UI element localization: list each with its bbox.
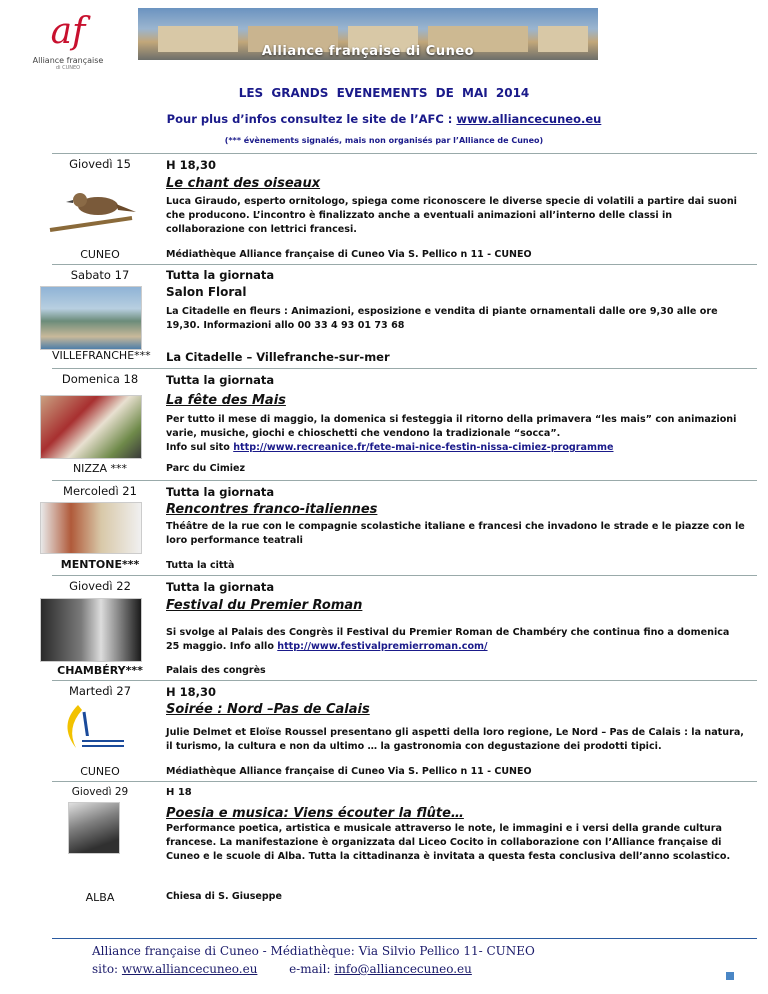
logo-sub: di CUNEO: [55, 65, 81, 71]
page-title: LES GRANDS EVENEMENTS DE MAI 2014: [238, 86, 530, 100]
event-location: Tutta la città: [166, 560, 235, 571]
af-logo: [18, 11, 118, 84]
site-link[interactable]: www.alliancecuneo.eu: [456, 112, 602, 126]
bird-image: [40, 182, 140, 238]
chambery-image: [40, 598, 142, 662]
divider: [52, 680, 757, 681]
event-city: CHAMBÉRY***: [57, 664, 143, 677]
festival-image: [40, 395, 142, 459]
event-day: Martedì 27: [68, 684, 132, 698]
corner-square: [726, 972, 734, 980]
info-line: [0, 112, 768, 126]
event-city: ALBA: [85, 891, 115, 904]
event-time: Tutta la giornata: [166, 580, 275, 594]
divider: [52, 368, 757, 369]
event-city: NIZZA ***: [72, 462, 128, 475]
footer-divider: [52, 938, 757, 939]
footer-mail-link[interactable]: info@alliancecuneo.eu: [334, 962, 472, 976]
event-title: Le chant des oiseaux: [166, 176, 321, 191]
info-prefix: Pour plus d’infos consultez le site de l’AFC :: [166, 112, 457, 126]
event-time: H 18: [166, 787, 192, 798]
divider: [52, 264, 757, 265]
event-title: La fête des Mais: [166, 393, 286, 408]
event-description: Per tutto il mese di maggio, la domenica si festeggia il ritorno della primavera “les mais” con animazioni varie, musiche, giochi e chioschetti che vendono la tradizionale “socca”.: [166, 414, 737, 439]
event-city: VILLEFRANCHE***: [52, 349, 151, 362]
event-location: Médiathèque Alliance française di Cuneo Via S. Pellico n 11 - CUNEO: [166, 249, 532, 260]
logo-mark: af: [50, 11, 86, 52]
event-description: Théâtre de la rue con le compagnie scolastiche italiane e francesi che invadono le strade e le piazze con le loro performance teatrali: [166, 521, 745, 546]
event-day: Giovedì 15: [69, 157, 131, 171]
event-title: Festival du Premier Roman: [166, 598, 363, 613]
event-location: Médiathèque Alliance française di Cuneo Via S. Pellico n 11 - CUNEO: [166, 766, 532, 777]
event-location: Parc du Cimiez: [166, 463, 245, 474]
event-description: Luca Giraudo, esperto ornitologo, spiega come riconoscere le diverse specie di volatili a partire dai suoni che producono. L’incontro è finalizzato anche a eventuali animazioni all’interno delle classi in collaborazione con lettrici francesi.: [166, 196, 737, 235]
event-day: Giovedì 29: [71, 786, 129, 798]
event-title: Salon Floral: [166, 285, 247, 299]
banner-caption: Alliance française di Cuneo: [261, 44, 475, 59]
event-description-text: Si svolge al Palais des Congrès il Festival du Premier Roman de Chambéry che continua fino a domenica 25 maggio. Info allo: [166, 627, 730, 652]
event-description: [166, 626, 746, 654]
event-info-line: [166, 441, 746, 455]
event-day: Domenica 18: [61, 372, 139, 386]
event-title: Poesia e musica: Viens écouter la flûte…: [166, 806, 464, 821]
flute-player-image: [68, 802, 120, 854]
event-day: Sabato 17: [70, 268, 130, 282]
event-location: La Citadelle – Villefranche-sur-mer: [166, 350, 390, 364]
event-time: H 18,30: [166, 685, 217, 699]
event-location: Palais des congrès: [166, 665, 266, 676]
event-link[interactable]: http://www.recreanice.fr/fete-mai-nice-festin-nissa-cimiez-programme: [233, 442, 614, 453]
mail-label: e-mail:: [289, 962, 335, 976]
note: (*** évènements signalés, mais non organisés par l’Alliance de Cuneo): [224, 136, 544, 145]
divider: [52, 153, 757, 154]
event-day: Giovedì 22: [69, 579, 131, 593]
event-location: Chiesa di S. Giuseppe: [166, 891, 282, 902]
event-link[interactable]: http://www.festivalpremierroman.com/: [277, 641, 488, 652]
event-time: Tutta la giornata: [166, 268, 275, 282]
event-description: Julie Delmet et Eloïse Roussel presentano gli aspetti della loro regione, Le Nord – Pas de Calais : la natura, il turismo, la cultura e non da ultimo … la gastronomia con degustazione dei prodotti tipici.: [166, 727, 744, 752]
site-label: sito:: [92, 962, 122, 976]
region-nord-logo: [48, 700, 132, 756]
divider: [52, 781, 757, 782]
event-time: Tutta la giornata: [166, 373, 275, 387]
event-title: Rencontres franco-italiennes: [166, 502, 378, 517]
info-label: Info sul sito: [166, 442, 234, 453]
header-banner-image: [138, 8, 598, 60]
event-title: Soirée : Nord –Pas de Calais: [166, 702, 370, 717]
event-day: Mercoledì 21: [63, 484, 137, 498]
event-city: CUNEO: [80, 765, 120, 778]
event-time: Tutta la giornata: [166, 485, 275, 499]
theatre-image: [40, 502, 142, 554]
divider: [52, 575, 757, 576]
event-city: CUNEO: [80, 248, 120, 261]
event-city: MENTONE***: [60, 558, 140, 571]
logo-name: Alliance française: [32, 56, 104, 65]
event-description: Performance poetica, artistica e musicale attraverso le note, le immagini e i versi della grande cultura francese. La manifestazione è organizzata dal Liceo Cocito in collaborazione con l’Alliance française di Cuneo e le scuole di Alba. Tutta la cittadinanza è invitata a questa festa conclusiva dell’anno scolastico.: [166, 823, 731, 862]
event-description: La Citadelle en fleurs : Animazioni, esposizione e vendita di piante ornamentali dalle ore 9,30 alle ore 19,30. Informazioni allo 00 33 4 93 01 73 68: [166, 306, 718, 331]
citadel-image: [40, 286, 142, 350]
footer-site-link[interactable]: www.alliancecuneo.eu: [121, 962, 258, 976]
footer-contacts: [92, 962, 472, 976]
event-time: H 18,30: [166, 158, 217, 172]
divider: [52, 480, 757, 481]
footer-address: Alliance française di Cuneo - Médiathèque: Via Silvio Pellico 11- CUNEO: [92, 944, 535, 958]
